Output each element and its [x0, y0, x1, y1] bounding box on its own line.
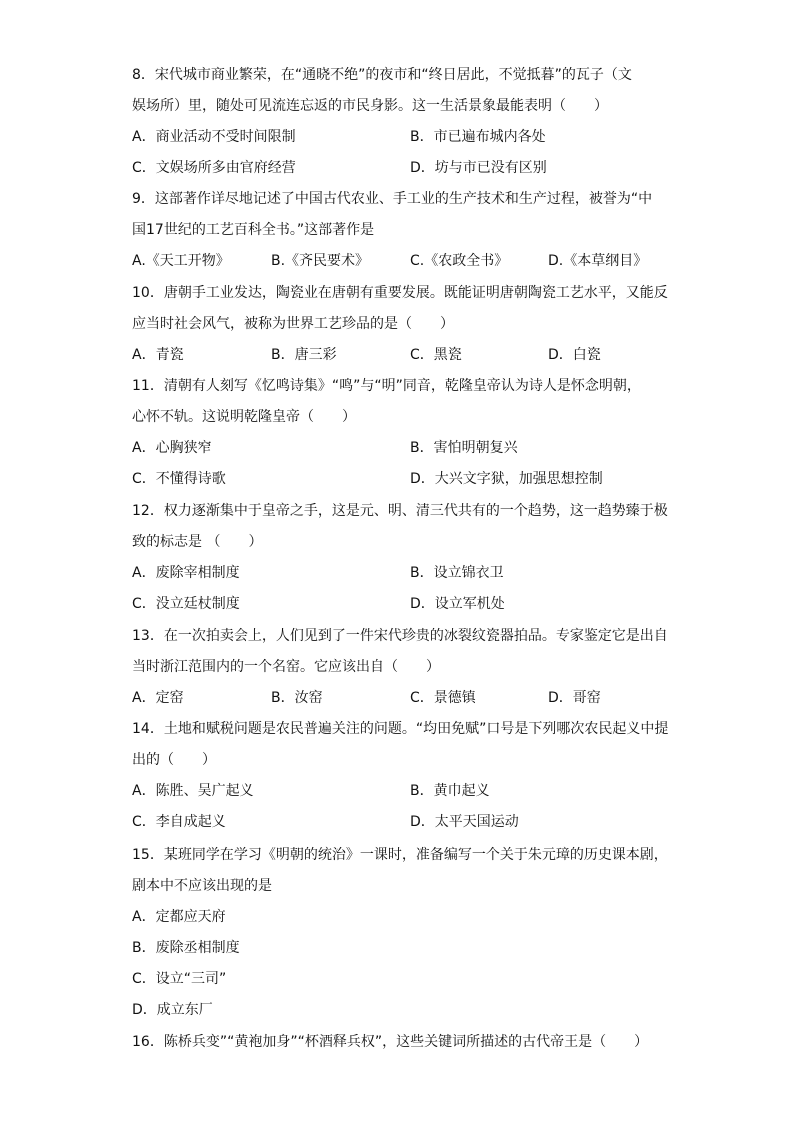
option-row: [132, 683, 672, 714]
option-a[interactable]: A．陈胜、吴广起义: [132, 783, 254, 799]
question-stem: 14．土地和赋税问题是农民普遍关注的问题。“均田免赋”口号是下列哪次农民起义中提: [132, 721, 669, 737]
option-c[interactable]: C．不懂得诗歌: [132, 471, 226, 487]
question-stem: 剧本中不应该出现的是: [132, 878, 272, 894]
question-stem: 8．宋代城市商业繁荣，在“通晓不绝”的夜市和“终日居此，不觉抵暮”的瓦子（文: [132, 67, 632, 83]
question-stem: 9．这部著作详尽地记述了中国古代农业、手工业的生产技术和生产过程，被誉为“中: [132, 191, 653, 207]
option-d[interactable]: D．太平天国运动: [410, 814, 519, 830]
question-stem: 应当时社会风气，被称为世界工艺珍品的是（ ）: [132, 316, 454, 332]
option-row: [132, 122, 672, 153]
question-stem: 心怀不轨。这说明乾隆皇帝（ ）: [132, 409, 356, 425]
option-d[interactable]: D．坊与市已没有区别: [410, 160, 547, 176]
option-row: [132, 433, 672, 464]
option-d[interactable]: D．白瓷: [548, 347, 601, 363]
question-stem: 15．某班同学在学习《明朝的统治》一课时，准备编写一个关于朱元璋的历史课本剧，: [132, 847, 668, 863]
option-b[interactable]: B．害怕明朝复兴: [410, 440, 518, 456]
option-d[interactable]: D．哥窑: [548, 690, 601, 706]
question-10: [132, 278, 672, 371]
question-stem: 娱场所）里，随处可见流连忘返的市民身影。这一生活景象最能表明（ ）: [132, 98, 608, 114]
option-c[interactable]: C．黑瓷: [410, 347, 462, 363]
option-c[interactable]: C．设立“三司”: [132, 971, 227, 987]
question-stem: 10．唐朝手工业发达，陶瓷业在唐朝有重要发展。既能证明唐朝陶瓷工艺水平，又能反: [132, 285, 668, 301]
option-d[interactable]: D．成立东厂: [132, 1002, 213, 1018]
question-stem: 11．清朝有人刻写《忆鸣诗集》“鸣”与“明”同音，乾隆皇帝认为诗人是怀念明朝，: [132, 378, 641, 394]
question-9: [132, 184, 672, 277]
option-a[interactable]: A．定都应天府: [132, 909, 226, 925]
option-a[interactable]: A．废除宰相制度: [132, 565, 240, 581]
option-b[interactable]: B．废除丞相制度: [132, 940, 240, 956]
question-12: [132, 496, 672, 620]
option-c[interactable]: C.《农政全书》: [410, 253, 509, 269]
question-16: [132, 1027, 672, 1058]
question-stem: 国17世纪的工艺百科全书。”这部著作是: [132, 222, 375, 238]
question-8: [132, 60, 672, 184]
option-a[interactable]: A．定窑: [132, 690, 184, 706]
option-d[interactable]: D．设立军机处: [410, 596, 505, 612]
option-c[interactable]: C．景德镇: [410, 690, 476, 706]
option-d[interactable]: D．大兴文字狱，加强思想控制: [410, 471, 603, 487]
option-row: [132, 464, 672, 495]
option-d[interactable]: D.《本草纲目》: [548, 253, 648, 269]
option-row: [132, 246, 672, 277]
question-stem: 致的标志是 （ ）: [132, 534, 263, 550]
option-b[interactable]: B．唐三彩: [271, 347, 337, 363]
option-b[interactable]: B．设立锦衣卫: [410, 565, 504, 581]
question-stem: 16．陈桥兵变”“黄袍加身”“杯酒释兵权”，这些关键词所描述的古代帝王是（ ）: [132, 1034, 649, 1050]
option-row: [132, 558, 672, 589]
option-b[interactable]: B．市已遍布城内各处: [410, 129, 546, 145]
option-a[interactable]: A．心胸狭窄: [132, 440, 212, 456]
option-c[interactable]: C．文娱场所多由官府经营: [132, 160, 296, 176]
option-row: [132, 589, 672, 620]
question-stem: 出的（ ）: [132, 752, 216, 768]
option-row: [132, 340, 672, 371]
option-a[interactable]: A．商业活动不受时间限制: [132, 129, 296, 145]
option-a[interactable]: A．青瓷: [132, 347, 184, 363]
question-13: [132, 621, 672, 714]
option-row: [132, 776, 672, 807]
question-stem: 12．权力逐渐集中于皇帝之手，这是元、明、清三代共有的一个趋势，这一趋势臻于极: [132, 503, 668, 519]
option-row: [132, 807, 672, 838]
option-a[interactable]: A.《天工开物》: [132, 253, 230, 269]
question-14: [132, 714, 672, 838]
question-15: [132, 840, 672, 1026]
question-stem: 13．在一次拍卖会上，人们见到了一件宋代珍贵的冰裂纹瓷器拍品。专家鉴定它是出自: [132, 628, 668, 644]
option-c[interactable]: C．没立廷杖制度: [132, 596, 240, 612]
option-b[interactable]: B.《齐民要术》: [271, 253, 370, 269]
question-stem: 当时浙江范围内的一个名窑。它应该出自（ ）: [132, 659, 440, 675]
option-c[interactable]: C．李自成起义: [132, 814, 226, 830]
option-b[interactable]: B．黄巾起义: [410, 783, 490, 799]
option-row: [132, 153, 672, 184]
option-b[interactable]: B．汝窑: [271, 690, 323, 706]
question-11: [132, 371, 672, 495]
